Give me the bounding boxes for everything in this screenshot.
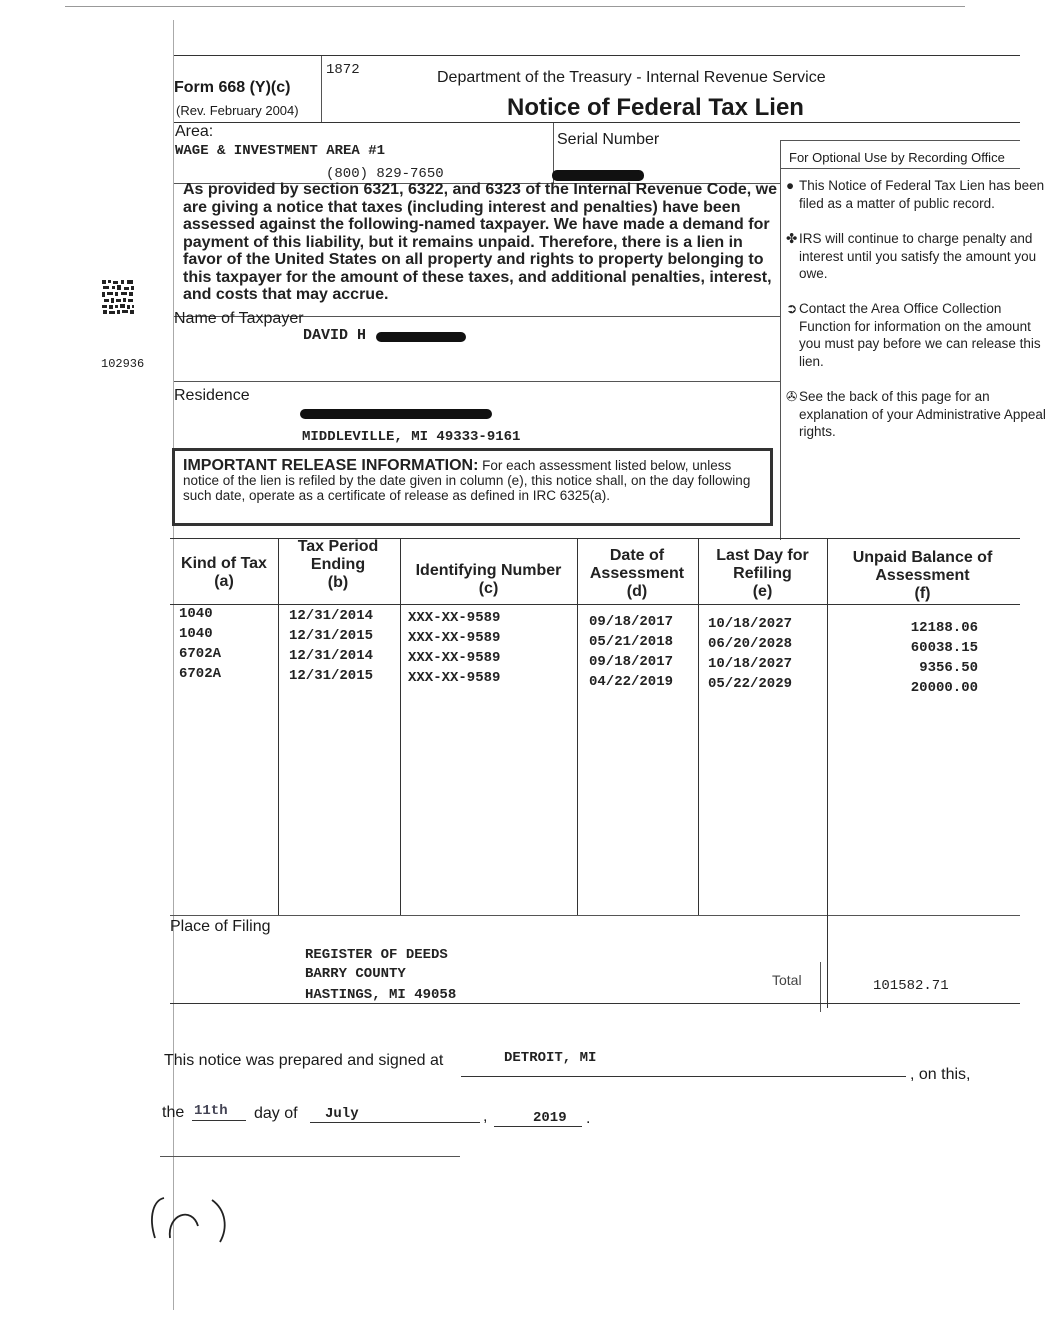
- day-of-text: day of: [254, 1105, 298, 1122]
- side-panel-heading: For Optional Use by Recording Office: [789, 150, 1005, 165]
- agency-name: Department of the Treasury - Internal Revenue Service: [437, 69, 826, 86]
- header-unpaid-balance: [840, 549, 1005, 603]
- filing-bottom-rule: [170, 1003, 1020, 1004]
- area-phone: (800) 829-7650: [326, 166, 444, 182]
- cell-kind: 1040: [179, 606, 213, 622]
- side-panel-bullet: See the back of this page for an explanation of your Administrative Appeal rights.: [799, 389, 1046, 439]
- qr-code: [101, 279, 135, 315]
- area-name: WAGE & INVESTMENT AREA #1: [175, 143, 386, 159]
- cell-kind: 1040: [179, 626, 213, 642]
- side-panel-heading-rule: [780, 168, 1020, 169]
- header-sub: (f): [914, 585, 931, 602]
- cell-id: XXX-XX-9589: [408, 670, 501, 686]
- header-sub: (c): [478, 580, 499, 597]
- side-panel-body: [786, 177, 1046, 447]
- header-title: Unpaid Balance of Assessment: [852, 549, 993, 584]
- header-sub: (d): [626, 583, 648, 600]
- form-top-rule: [174, 55, 1020, 56]
- col-divider: [698, 538, 699, 915]
- top-margin-rule: [65, 6, 965, 7]
- cell-assessed: 09/18/2017: [589, 654, 674, 670]
- cell-assessed: 05/21/2018: [589, 634, 674, 650]
- taxpayer-name: DAVID H: [303, 327, 367, 344]
- side-panel-bullet: IRS will continue to charge penalty and interest until you satisfy the amount you owe.: [799, 231, 1037, 281]
- filing-label: Place of Filing: [170, 918, 271, 935]
- form-revision: (Rev. February 2004): [176, 103, 299, 118]
- release-info-text: [183, 458, 768, 503]
- total-label: Total: [772, 972, 802, 988]
- name-bottom-rule: [174, 381, 780, 382]
- redaction-mark: [376, 332, 466, 342]
- cell-id: XXX-XX-9589: [408, 630, 501, 646]
- cell-id: XXX-XX-9589: [408, 650, 501, 666]
- bullet-icon: ➲: [786, 301, 798, 316]
- cell-balance: 12188.06: [910, 620, 978, 636]
- table-row: [0, 664, 1020, 696]
- side-panel-bullet: This Notice of Federal Tax Lien has been filed as a matter of public record.: [799, 178, 1045, 211]
- cell-balance: 9356.50: [919, 660, 978, 676]
- header-title: Tax Period Ending: [297, 538, 379, 573]
- on-this-text: , on this,: [910, 1066, 971, 1083]
- form-code: 1872: [326, 62, 360, 78]
- cell-balance: 20000.00: [910, 680, 978, 696]
- filing-line-2: BARRY COUNTY: [305, 966, 406, 982]
- cell-refile: 10/18/2027: [708, 656, 793, 672]
- header-bottom-rule: [174, 122, 1020, 123]
- total-divider-right: [820, 962, 821, 1012]
- release-info-body: For each assessment listed below, unless notice of the lien is refiled by the date given in column (e), this notice shall, on the day following such date, operate as a certificate of release as defined in IRC 6325(a).: [183, 458, 751, 503]
- residence-city: MIDDLEVILLE, MI 49333-9161: [302, 429, 521, 445]
- redaction-mark: [552, 170, 644, 181]
- year-value: 2019: [533, 1110, 567, 1126]
- cell-assessed: 09/18/2017: [589, 614, 674, 630]
- filing-line-3: HASTINGS, MI 49058: [305, 987, 457, 1003]
- header-last-day-refiling: [710, 547, 815, 601]
- cell-refile: 06/20/2028: [708, 636, 793, 652]
- comma: ,: [483, 1108, 488, 1125]
- release-info-heading: IMPORTANT RELEASE INFORMATION:: [183, 457, 479, 474]
- col-divider: [278, 538, 279, 915]
- cell-kind: 6702A: [179, 666, 222, 682]
- cell-kind: 6702A: [179, 646, 222, 662]
- page-title: Notice of Federal Tax Lien: [507, 94, 804, 121]
- form-number: Form 668 (Y)(c): [174, 79, 291, 96]
- bullet-icon: ✤: [786, 231, 798, 246]
- cell-balance: 60038.15: [910, 640, 978, 656]
- cell-period: 12/31/2015: [289, 628, 374, 644]
- col-divider: [577, 538, 578, 915]
- signature-rule: [160, 1156, 460, 1157]
- signature-mark: [140, 1188, 240, 1248]
- cell-period: 12/31/2014: [289, 648, 374, 664]
- bullet-icon: ✇: [786, 389, 798, 404]
- place-signed: DETROIT, MI: [504, 1050, 597, 1066]
- period: .: [586, 1110, 591, 1127]
- area-label: Area:: [175, 123, 214, 140]
- total-amount: 101582.71: [873, 978, 949, 994]
- cell-period: 12/31/2015: [289, 668, 374, 684]
- month-value: July: [325, 1106, 359, 1122]
- side-panel-top-rule: [780, 140, 1020, 141]
- header-tax-period: [288, 538, 388, 592]
- taxpayer-name-label: Name of Taxpayer: [174, 310, 304, 327]
- header-title: Last Day for Refiling: [716, 547, 809, 582]
- cell-refile: 05/22/2029: [708, 676, 793, 692]
- side-panel-divider: [780, 140, 781, 540]
- header-title: Date of Assessment: [589, 547, 685, 582]
- side-id: 102936: [101, 357, 145, 371]
- bullet-icon: ●: [786, 178, 795, 193]
- prepared-text: This notice was prepared and signed at: [164, 1052, 444, 1069]
- day-value: 11th: [194, 1103, 228, 1119]
- filing-line-1: REGISTER OF DEEDS: [305, 947, 448, 963]
- header-sub: (a): [214, 573, 234, 590]
- cell-assessed: 04/22/2019: [589, 674, 674, 690]
- header-date-of-assessment: [582, 547, 692, 601]
- header-sub: (e): [752, 583, 773, 600]
- header-identifying-number: [400, 562, 577, 598]
- cell-period: 12/31/2014: [289, 608, 374, 624]
- header-title: Kind of Tax: [181, 555, 267, 572]
- the-text: the: [162, 1104, 185, 1121]
- residence-label: Residence: [174, 387, 250, 404]
- side-panel-bullet: Contact the Area Office Collection Function for information on the amount you must pay before we can release this lien.: [799, 301, 1041, 369]
- cell-id: XXX-XX-9589: [408, 610, 501, 626]
- header-title: Identifying Number: [415, 562, 562, 579]
- header-divider: [321, 56, 322, 122]
- intro-text: As provided by section 6321, 6322, and 6323 of the Internal Revenue Code, we are giving a notice that taxes (including interest and penalties) have been assessed against the following-named taxpayer. We have made a demand for payment of this liability, but it remains unpaid. Therefore, there is a lien in favor of the United States on all property and rights to property belonging to this taxpayer for the amount of these taxes, and additional penalties, interest, and costs that may accrue.: [183, 181, 777, 303]
- redaction-mark: [300, 409, 492, 419]
- table-bottom-rule: [170, 915, 1020, 916]
- header-kind-of-tax: [170, 555, 278, 591]
- serial-label: Serial Number: [557, 131, 660, 148]
- cell-refile: 10/18/2027: [708, 616, 793, 632]
- header-sub: (b): [327, 574, 349, 591]
